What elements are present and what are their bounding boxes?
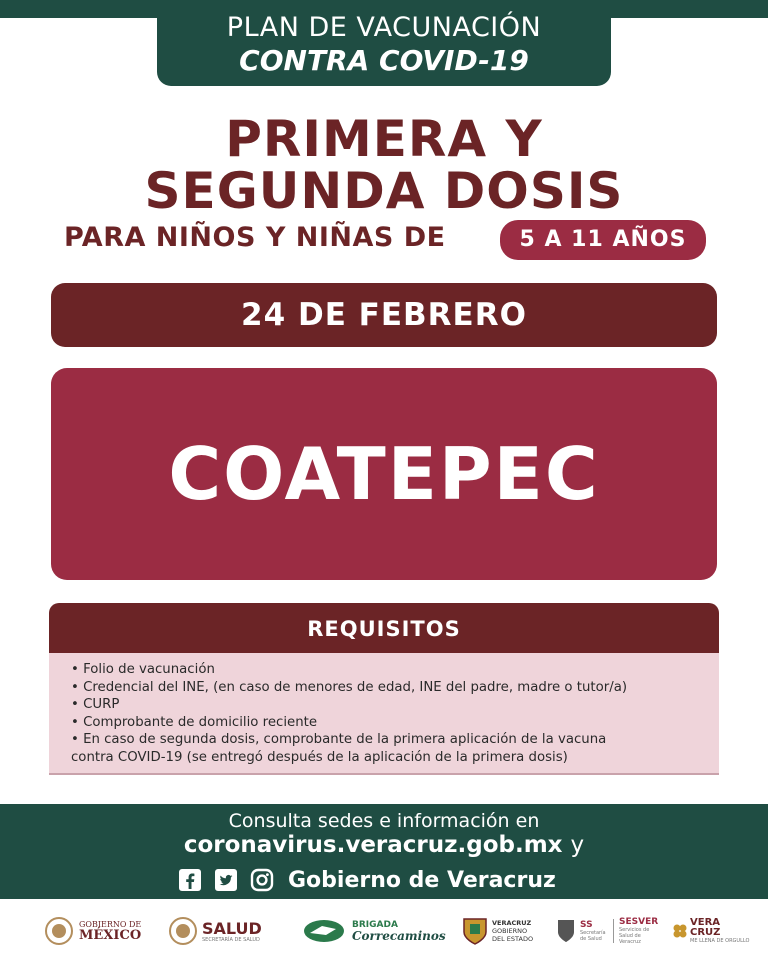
veracruz-orgullo-logo: [672, 915, 749, 947]
twitter-icon[interactable]: [214, 868, 238, 892]
vera-line1: VERA: [690, 917, 721, 928]
ss-title: SS: [580, 920, 593, 930]
veracruz-line1: VERACRUZ: [492, 919, 532, 927]
veracruz-line3: DEL ESTADO: [492, 935, 534, 943]
connector-text: y: [570, 832, 585, 858]
header-line2: CONTRA COVID-19: [239, 44, 529, 77]
headline-line2: SEGUNDA DOSIS: [144, 162, 624, 220]
footer-url-line: [0, 832, 768, 858]
place-name: COATEPEC: [51, 368, 717, 580]
requirement-item: • Credencial del INE, (en caso de menores de edad, INE del padre, madre o tutor/a): [71, 679, 628, 695]
campaign-header: [157, 0, 611, 86]
vera-subtitle: ME LLENA DE ORGULLO: [690, 938, 750, 944]
footer: [0, 804, 768, 899]
facebook-icon[interactable]: [178, 868, 202, 892]
ss-seal-icon: [556, 918, 576, 944]
salud-title: SALUD: [202, 918, 262, 938]
eagle-seal-icon: [44, 916, 74, 946]
social-row: [178, 866, 556, 894]
flower-mark-icon: [672, 923, 688, 939]
salud-logo: [168, 915, 262, 947]
partner-logos: [0, 899, 768, 960]
requirement-item: • Folio de vacunación: [71, 662, 215, 677]
mexico-line1: GOBIERNO DE: [79, 919, 142, 929]
mexico-line2: MÉXICO: [79, 927, 142, 943]
salud-subtitle: SECRETARÍA DE SALUD: [202, 936, 260, 943]
requirements-title: REQUISITOS: [49, 603, 719, 653]
instagram-icon[interactable]: [250, 868, 274, 892]
social-handle: Gobierno de Veracruz: [288, 867, 556, 893]
headline-line1: PRIMERA Y: [225, 110, 543, 168]
gobierno-mexico-logo: [44, 915, 141, 947]
requirement-item: • En caso de segunda dosis, comprobante de la primera aplicación de la vacuna: [71, 732, 607, 747]
date-banner: 24 DE FEBRERO: [51, 283, 717, 347]
age-range-badge: 5 A 11 AÑOS: [500, 220, 706, 260]
requirement-item: • Comprobante de domicilio reciente: [71, 714, 318, 730]
requirement-item: • CURP: [71, 697, 120, 712]
ss-subtitle: Secretaría de Salud: [580, 930, 606, 942]
requirements-list: [49, 653, 719, 775]
state-shield-icon: [462, 916, 488, 946]
sesver-subtitle: Servicios de Salud de Veracruz: [619, 927, 650, 945]
audience-line: PARA NIÑOS Y NIÑAS DE: [64, 222, 446, 253]
brigada-correcaminos-logo: [302, 915, 446, 947]
requirement-item: contra COVID-19 (se entregó después de la aplicación de la primera dosis): [71, 749, 568, 765]
veracruz-gobierno-logo: [462, 915, 533, 947]
vera-line2: CRUZ: [690, 927, 721, 938]
footer-info-text: Consulta sedes e información en: [228, 810, 540, 832]
sesver-logo: [556, 915, 663, 947]
roadrunner-icon: [302, 917, 346, 945]
header-line1: PLAN DE VACUNACIÓN: [226, 12, 542, 43]
brigada-line2: Correcaminos: [352, 928, 446, 943]
eagle-seal-icon: [168, 916, 198, 946]
sesver-title: SESVER: [619, 917, 659, 927]
website-link[interactable]: coronavirus.veracruz.gob.mx: [183, 832, 563, 858]
veracruz-line2: GOBIERNO: [492, 927, 528, 935]
brigada-line1: BRIGADA: [352, 919, 398, 930]
logo-divider: [613, 919, 614, 943]
